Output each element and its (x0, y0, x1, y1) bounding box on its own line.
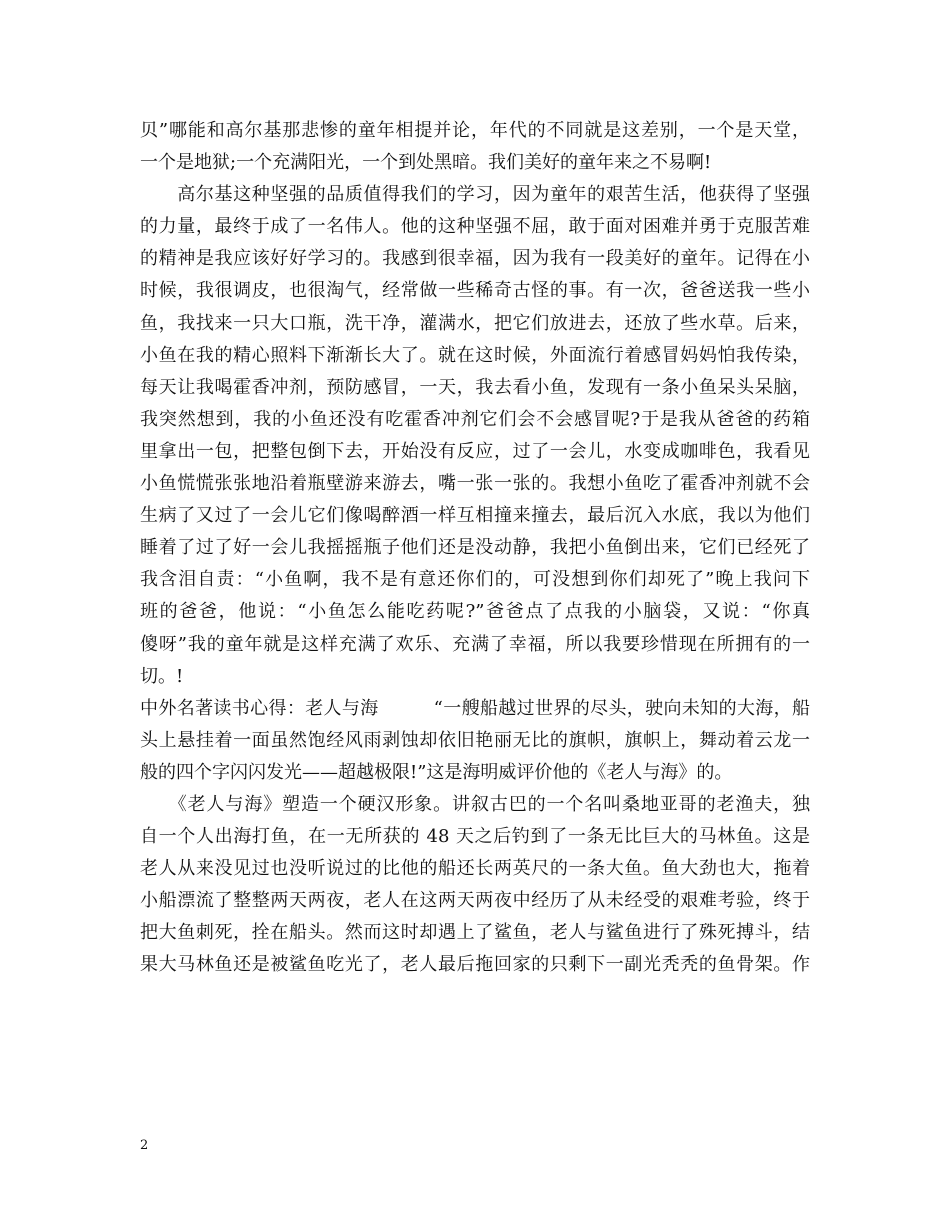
text-line: 小船漂流了整整两天两夜，老人在这两天两夜中经历了从未经受的艰难考验，终于 (140, 890, 810, 912)
text-line: 果大马林鱼还是被鲨鱼吃光了，老人最后拖回家的只剩下一副光秃秃的鱼骨架。作 (140, 954, 810, 976)
text-line: 睡着了过了好一会儿我摇摇瓶子他们还是没动静，我把小鱼倒出来，它们已经死了 (140, 537, 810, 559)
text-line: 小鱼在我的精心照料下渐渐长大了。就在这时候，外面流行着感冒妈妈怕我传染， (140, 344, 810, 366)
text-line: 我突然想到，我的小鱼还没有吃霍香冲剂它们会不会感冒呢?于是我从爸爸的药箱 (140, 408, 810, 430)
text-line: 自一个人出海打鱼，在一无所获的 48 天之后钓到了一条无比巨大的马林鱼。这是 (140, 826, 810, 848)
text-line: 傻呀”我的童年就是这样充满了欢乐、充满了幸福，所以我要珍惜现在所拥有的一 (140, 633, 810, 655)
text-line: 般的四个字闪闪发光——超越极限!”这是海明威评价他的《老人与海》的。 (140, 761, 733, 783)
text-line: 的精神是我应该好好学习的。我感到很幸福，因为我有一段美好的童年。记得在小 (140, 248, 810, 270)
text-line: 老人从来没见过也没听说过的比他的船还长两英尺的一条大鱼。鱼大劲也大，拖着 (140, 858, 810, 880)
text-line: 的力量，最终于成了一名伟人。他的这种坚强不屈，敢于面对困难并勇于克服苦难 (140, 216, 810, 238)
text-line: 把大鱼刺死，拴在船头。然而这时却遇上了鲨鱼，老人与鲨鱼进行了殊死搏斗，结 (140, 922, 810, 944)
text-line: 《老人与海》塑造一个硬汉形象。讲叙古巴的一个名叫桑地亚哥的老渔夫，独 (140, 793, 810, 815)
text-line: 生病了又过了一会儿它们像喝醉酒一样互相撞来撞去，最后沉入水底，我以为他们 (140, 505, 810, 527)
text-line: 每天让我喝霍香冲剂，预防感冒，一天，我去看小鱼，发现有一条小鱼呆头呆脑， (140, 376, 810, 398)
text-line: 小鱼慌慌张张地沿着瓶壁游来游去，嘴一张一张的。我想小鱼吃了霍香冲剂就不会 (140, 473, 810, 495)
text-line: 鱼，我找来一只大口瓶，洗干净，灌满水，把它们放进去，还放了些水草。后来， (140, 312, 810, 334)
page-number: 2 (140, 1138, 149, 1153)
text-line: 我含泪自责：“小鱼啊，我不是有意还你们的，可没想到你们却死了”晚上我问下 (140, 569, 810, 591)
text-line: 贝”哪能和高尔基那悲惨的童年相提并论，年代的不同就是这差别，一个是天堂， (140, 120, 810, 141)
text-line: 中外名著读书心得：老人与海 “一艘船越过世界的尽头，驶向未知的大海，船 (140, 697, 810, 719)
text-line: 一个是地狱;一个充满阳光，一个到处黑暗。我们美好的童年来之不易啊! (140, 152, 712, 174)
text-line: 时候，我很调皮，也很淘气，经常做一些稀奇古怪的事。有一次，爸爸送我一些小 (140, 280, 810, 302)
text-line: 高尔基这种坚强的品质值得我们的学习，因为童年的艰苦生活，他获得了坚强 (140, 184, 810, 206)
text-line: 班的爸爸，他说：“小鱼怎么能吃药呢?”爸爸点了点我的小脑袋，又说：“你真 (140, 601, 810, 623)
text-line: 头上悬挂着一面虽然饱经风雨剥蚀却依旧艳丽无比的旗帜，旗帜上，舞动着云龙一 (140, 729, 810, 751)
text-line: 里拿出一包，把整包倒下去，开始没有反应，过了一会儿，水变成咖啡色，我看见 (140, 440, 810, 462)
text-line: 切。! (140, 665, 184, 687)
body-text (140, 115, 810, 982)
